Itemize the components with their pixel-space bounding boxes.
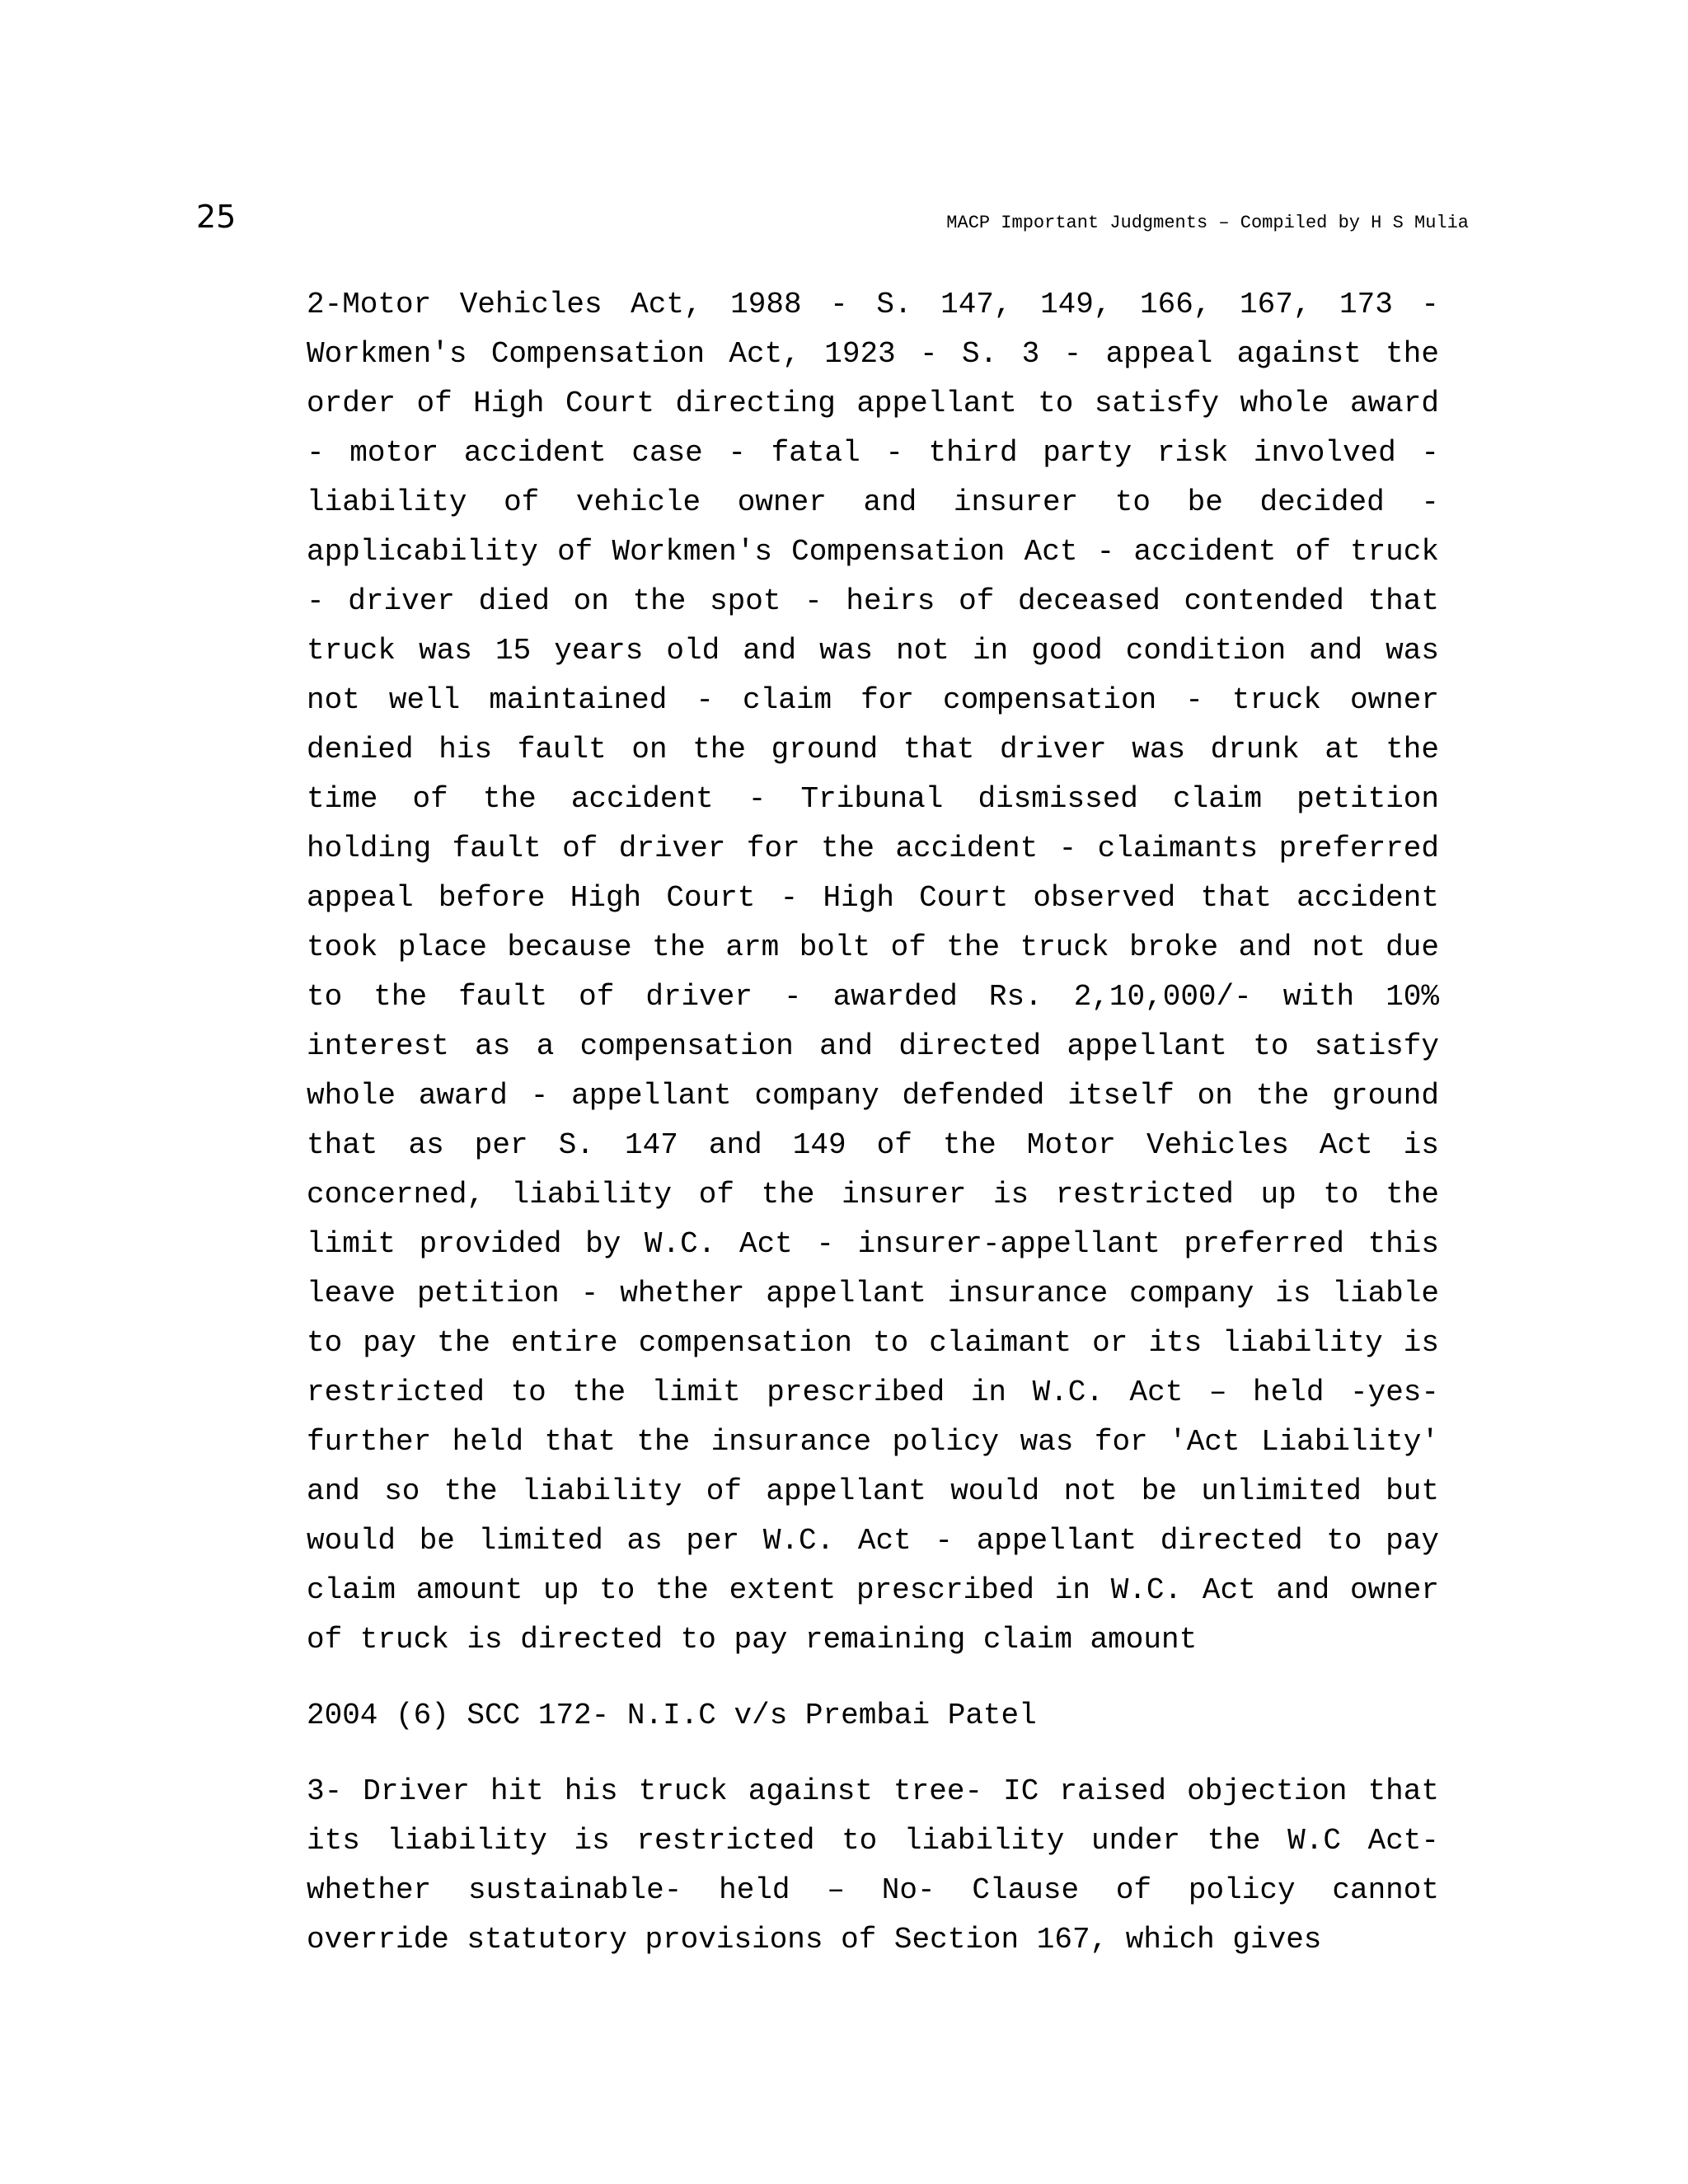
judgment-paragraph-2: 2-Motor Vehicles Act, 1988 - S. 147, 149, 166, 167, 173 - Workmen's Compensation Act, 1923 - S. 3 - appeal against the order of High Court directing appellant to satisfy whole award - motor accident case - fatal - third party risk involved - liability of vehicle owner and insurer to be decided - applicability of Workmen's Compensation Act - accident of truck - driver died on the spot - heirs of deceased contended that truck was 15 years old and was not in good condition and was not well maintained - claim for compensation - truck owner denied his fault on the ground that driver was drunk at the time of the accident - Tribunal dismissed claim petition holding fault of driver for the accident - claimants preferred appeal before High Court - High Court observed that accident took place because the arm bolt of the truck broke and not due to the fault of driver - awarded Rs. 2,10,000/- with 10% interest as a compensation and directed appellant to satisfy whole award - appellant company defended itself on the ground that as per S. 147 and 149 of the Motor Vehicles Act is concerned, liability of the insurer is restricted up to the limit provided by W.C. Act - insurer-appellant preferred this leave petition - whether appellant insurance company is liable to pay the entire compensation to claimant or its liability is restricted to the limit prescribed in W.C. Act – held -yes- further held that the insurance policy was for 'Act Liability' and so the liability of appellant would not be unlimited but would be limited as per W.C. Act - appellant directed to pay claim amount up to the extent prescribed in W.C. Act and owner of truck is directed to pay remaining claim amount xyxy=(307,288,1439,1657)
case-citation: 2004 (6) SCC 172- N.I.C v/s Prembai Patel xyxy=(307,1699,1037,1732)
running-header: MACP Important Judgments – Compiled by H S Mulia xyxy=(946,213,1469,233)
judgment-paragraph-3: 3- Driver hit his truck against tree- IC raised objection that its liability is restricted to liability under the W.C Act- whether sustainable- held – No- Clause of policy cannot override statutory provisions of Section 167, which gives xyxy=(307,1774,1439,1957)
page-number: 25 xyxy=(196,199,237,235)
document-body xyxy=(307,280,1439,1965)
